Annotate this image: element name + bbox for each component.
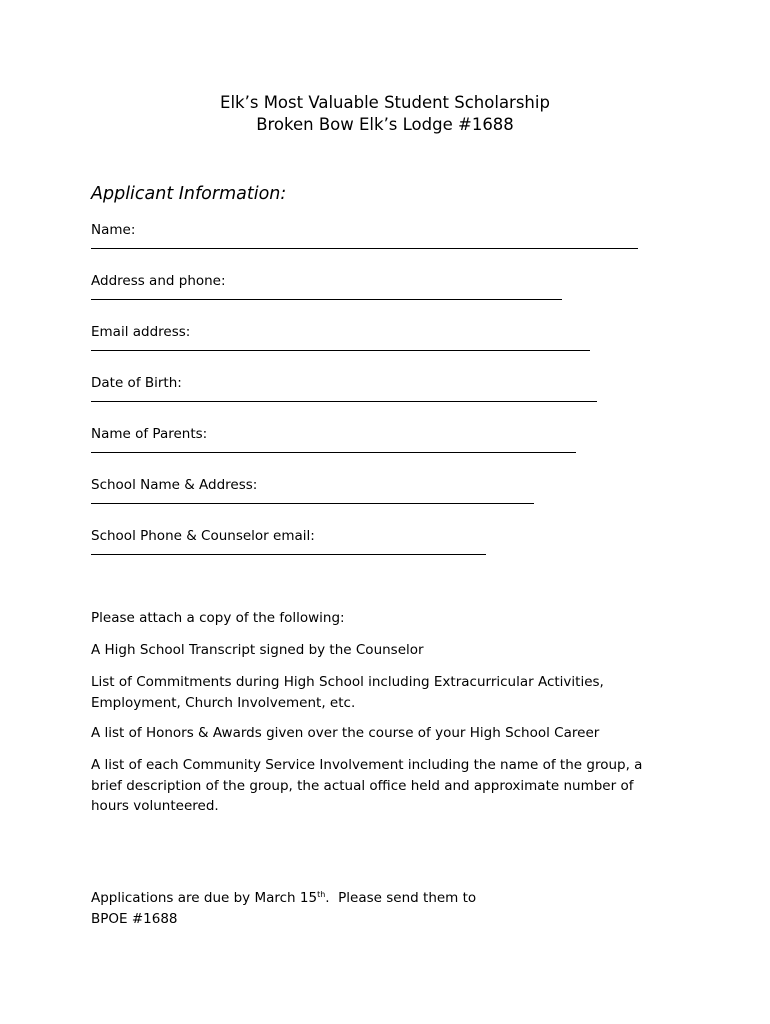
title-line-1: Elk’s Most Valuable Student Scholarship xyxy=(220,93,550,112)
lodge-address: BPOE #1688 xyxy=(91,910,178,927)
attachment-item: A list of Honors & Awards given over the course of your High School Career xyxy=(91,725,600,741)
field-address-phone xyxy=(91,271,562,300)
title-line-2: Broken Bow Elk’s Lodge #1688 xyxy=(256,115,514,134)
field-label: Email address: xyxy=(91,324,191,340)
attachment-item: A list of each Community Service Involvement including the name of the group, a brief description of the group, the actual office held and approximate number of hours volunteered. xyxy=(91,757,643,814)
field-label: Address and phone: xyxy=(91,273,226,289)
document-title xyxy=(0,92,770,136)
fill-in-line[interactable] xyxy=(91,248,638,249)
field-label: School Phone & Counselor email: xyxy=(91,528,315,544)
field-label: Name of Parents: xyxy=(91,426,208,442)
due-date-text: Applications are due by March 15 xyxy=(91,890,318,906)
fill-in-line[interactable] xyxy=(91,350,590,351)
field-date-of-birth xyxy=(91,373,597,402)
field-school-name-address xyxy=(91,475,534,504)
fill-in-line[interactable] xyxy=(91,401,597,402)
field-label: School Name & Address: xyxy=(91,477,258,493)
section-heading: Applicant Information: xyxy=(91,184,287,204)
field-label: Date of Birth: xyxy=(91,375,182,391)
due-date-text-suffix: . Please send them to xyxy=(325,890,477,906)
attachment-item: List of Commitments during High School including Extracurricular Activities, Employment, Church Involvement, etc. xyxy=(91,674,604,711)
fill-in-line[interactable] xyxy=(91,503,534,504)
ordinal-suffix: th xyxy=(317,890,326,899)
field-label: Name: xyxy=(91,222,136,238)
due-date-note xyxy=(91,888,671,929)
fill-in-line[interactable] xyxy=(91,299,562,300)
field-email xyxy=(91,322,590,351)
fill-in-line[interactable] xyxy=(91,452,576,453)
field-name xyxy=(91,220,638,249)
attachments-intro: Please attach a copy of the following: xyxy=(91,610,345,626)
attachment-item: A High School Transcript signed by the Counselor xyxy=(91,642,424,658)
field-school-phone-counselor xyxy=(91,526,486,555)
fill-in-line[interactable] xyxy=(91,554,486,555)
field-parents xyxy=(91,424,576,453)
